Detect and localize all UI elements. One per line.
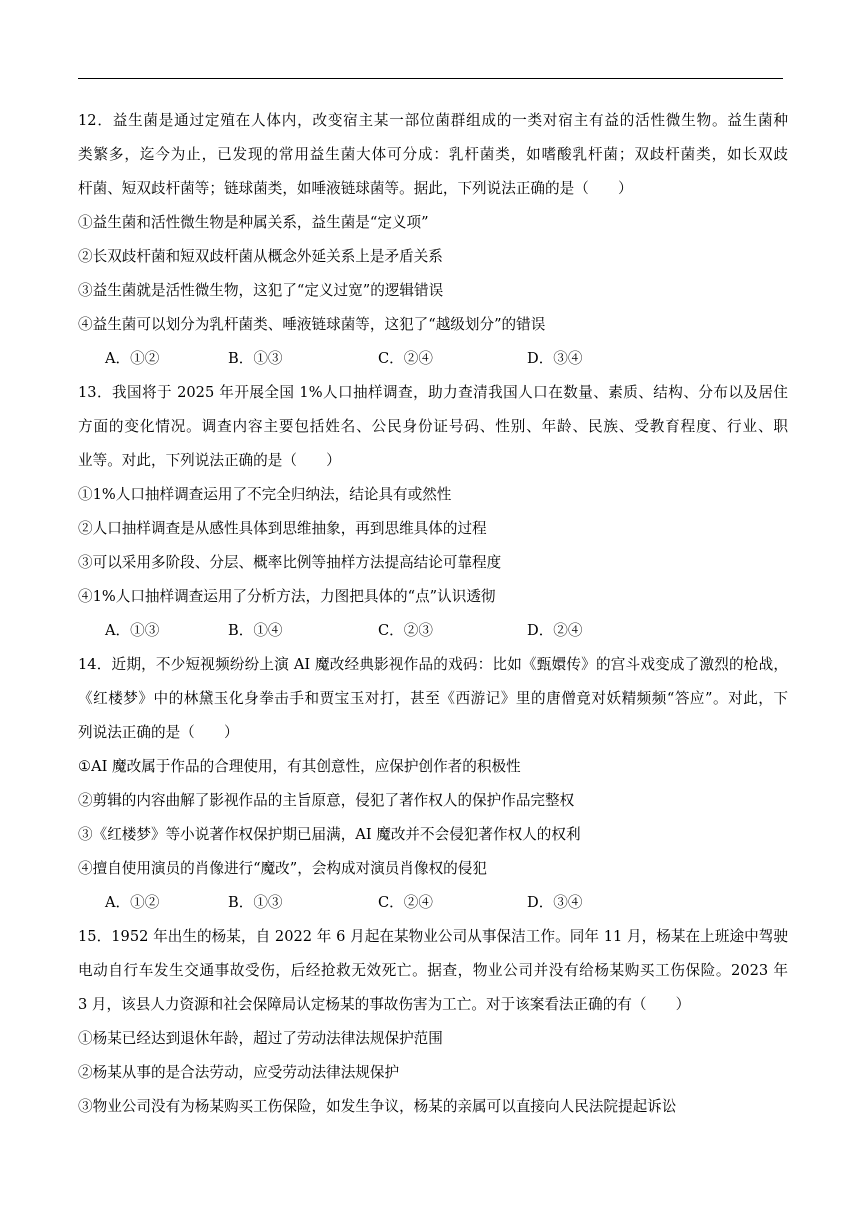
statement: ①AI 魔改属于作品的合理使用，有其创意性，应保护创作者的积极性 [78,758,521,775]
question-12 [78,104,788,376]
question-stem-line: 12．益生菌是通过定殖在人体内，改变宿主某一部位菌群组成的一类对宿主有益的活性微生物。益生菌种 [78,112,788,129]
option-d: D．③④ [527,350,583,367]
statement: ③《红楼梦》等小说著作权保护期已届满，AI 魔改并不会侵犯著作权人的权利 [78,826,581,843]
question-14 [78,648,788,920]
question-stem-line: 业等。对此，下列说法正确的是（ ） [78,452,341,469]
question-stem-line: 《红楼梦》中的林黛玉化身拳击手和贾宝玉对打，甚至《西游记》里的唐僧竟对妖精频频“答应”。对此，下 [78,690,788,707]
statement: ①杨某已经达到退休年龄，超过了劳动法律法规保护范围 [78,1030,443,1047]
statement: ③可以采用多阶段、分层、概率比例等抽样方法提高结论可靠程度 [78,554,502,571]
option-b: B．①③ [228,350,283,367]
statement: ②杨某从事的是合法劳动，应受劳动法律法规保护 [78,1064,400,1081]
question-stem-line: 电动自行车发生交通事故受伤，后经抢救无效死亡。据查，物业公司并没有给杨某购买工伤保险。2023 年 [78,962,788,979]
question-15 [78,920,788,1124]
question-stem-line: 3 月，该县人力资源和社会保障局认定杨某的事故伤害为工亡。对于该案看法正确的有（ ） [78,996,691,1013]
question-stem-line: 类繁多，迄今为止，已发现的常用益生菌大体可分成：乳杆菌类，如嗜酸乳杆菌；双歧杆菌类，如长双歧 [78,146,788,163]
answer-options [78,886,788,920]
option-c: C．②③ [378,622,433,639]
question-list [78,104,788,1124]
answer-options [78,614,788,648]
question-stem-line: 杆菌、短双歧杆菌等；链球菌类，如唾液链球菌等。据此，下列说法正确的是（ ） [78,180,633,197]
statement: ③物业公司没有为杨某购买工伤保险，如发生争议，杨某的亲属可以直接向人民法院提起诉讼 [78,1098,677,1115]
option-a: A．①② [105,350,160,367]
question-stem-line: 14．近期，不少短视频纷纷上演 AI 魔改经典影视作品的戏码：比如《甄嬛传》的宫斗戏变成了激烈的枪战， [78,656,788,673]
statement: ②人口抽样调查是从感性具体到思维抽象，再到思维具体的过程 [78,520,487,537]
option-a: A．①② [105,894,160,911]
statement: ④1%人口抽样调查运用了分析方法，力图把具体的“点”认识透彻 [78,588,496,605]
option-c: C．②④ [378,894,433,911]
option-b: B．①③ [228,894,283,911]
option-a: A．①③ [105,622,160,639]
option-b: B．①④ [228,622,283,639]
question-stem-line: 方面的变化情况。调查内容主要包括姓名、公民身份证号码、性别、年龄、民族、受教育程度、行业、职 [78,418,788,435]
option-c: C．②④ [378,350,433,367]
statement: ④益生菌可以划分为乳杆菌类、唾液链球菌等，这犯了“越级划分”的错误 [78,316,546,333]
question-stem-line: 列说法正确的是（ ） [78,724,239,741]
statement: ②剪辑的内容曲解了影视作品的主旨原意，侵犯了著作权人的保护作品完整权 [78,792,575,809]
option-d: D．②④ [527,622,583,639]
statement: ③益生菌就是活性微生物，这犯了“定义过宽”的逻辑错误 [78,282,444,299]
header-rule [78,78,783,79]
statement: ④擅自使用演员的肖像进行“魔改”，会构成对演员肖像权的侵犯 [78,860,487,877]
question-stem-line: 15．1952 年出生的杨某，自 2022 年 6 月起在某物业公司从事保洁工作。同年 11 月，杨某在上班途中驾驶 [78,928,788,945]
statement: ①1%人口抽样调查运用了不完全归纳法，结论具有或然性 [78,486,452,503]
answer-options [78,342,788,376]
question-13 [78,376,788,648]
question-stem-line: 13．我国将于 2025 年开展全国 1%人口抽样调查，助力查清我国人口在数量、素质、结构、分布以及居住 [78,384,788,401]
statement: ②长双歧杆菌和短双歧杆菌从概念外延关系上是矛盾关系 [78,248,443,265]
statement: ①益生菌和活性微生物是种属关系，益生菌是“定义项” [78,214,429,231]
option-d: D．③④ [527,894,583,911]
